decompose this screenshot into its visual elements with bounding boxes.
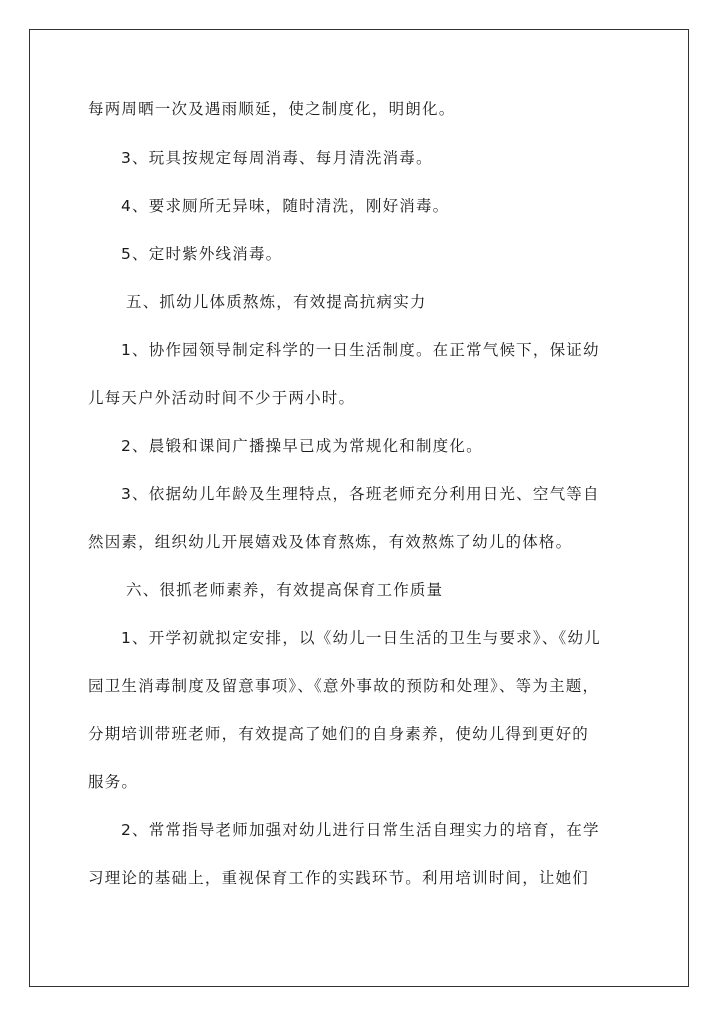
text-line: 2、常常指导老师加强对幼儿进行日常生活自理实力的培育，在学 (121, 821, 600, 839)
section-heading: 五、抓幼儿体质熬炼，有效提高抗病实力 (126, 293, 427, 311)
text-line: 5、定时紫外线消毒。 (121, 245, 283, 263)
text-line: 2、晨锻和课间广播操早已成为常规化和制度化。 (121, 437, 483, 455)
page-border (29, 29, 689, 987)
text-line: 3、玩具按规定每周消毒、每月清洗消毒。 (121, 149, 433, 167)
text-line: 3、依据幼儿年龄及生理特点，各班老师充分利用日光、空气等自 (121, 485, 600, 503)
text-line: 习理论的基础上，重视保育工作的实践环节。利用培训时间，让她们 (88, 869, 590, 887)
section-heading: 六、很抓老师素养，有效提高保育工作质量 (126, 581, 444, 599)
text-line: 1、协作园领导制定科学的一日生活制度。在正常气候下，保证幼 (121, 341, 600, 359)
text-line: 儿每天户外活动时间不少于两小时。 (88, 389, 356, 407)
text-line: 然因素，组织幼儿开展嬉戏及体育熬炼，有效熬炼了幼儿的体格。 (88, 533, 573, 551)
text-line: 4、要求厕所无异味，随时清洗，刚好消毒。 (121, 197, 450, 215)
text-line: 1、开学初就拟定安排，以《幼儿一日生活的卫生与要求》、《幼儿 (121, 629, 601, 647)
text-line: 服务。 (88, 773, 139, 791)
text-line: 园卫生消毒制度及留意事项》、《意外事故的预防和处理》、等为主题， (88, 677, 600, 695)
text-line: 每两周晒一次及遇雨顺延，使之制度化，明朗化。 (88, 100, 456, 118)
text-line: 分期培训带班老师，有效提高了她们的自身素养，使幼儿得到更好的 (88, 725, 590, 743)
